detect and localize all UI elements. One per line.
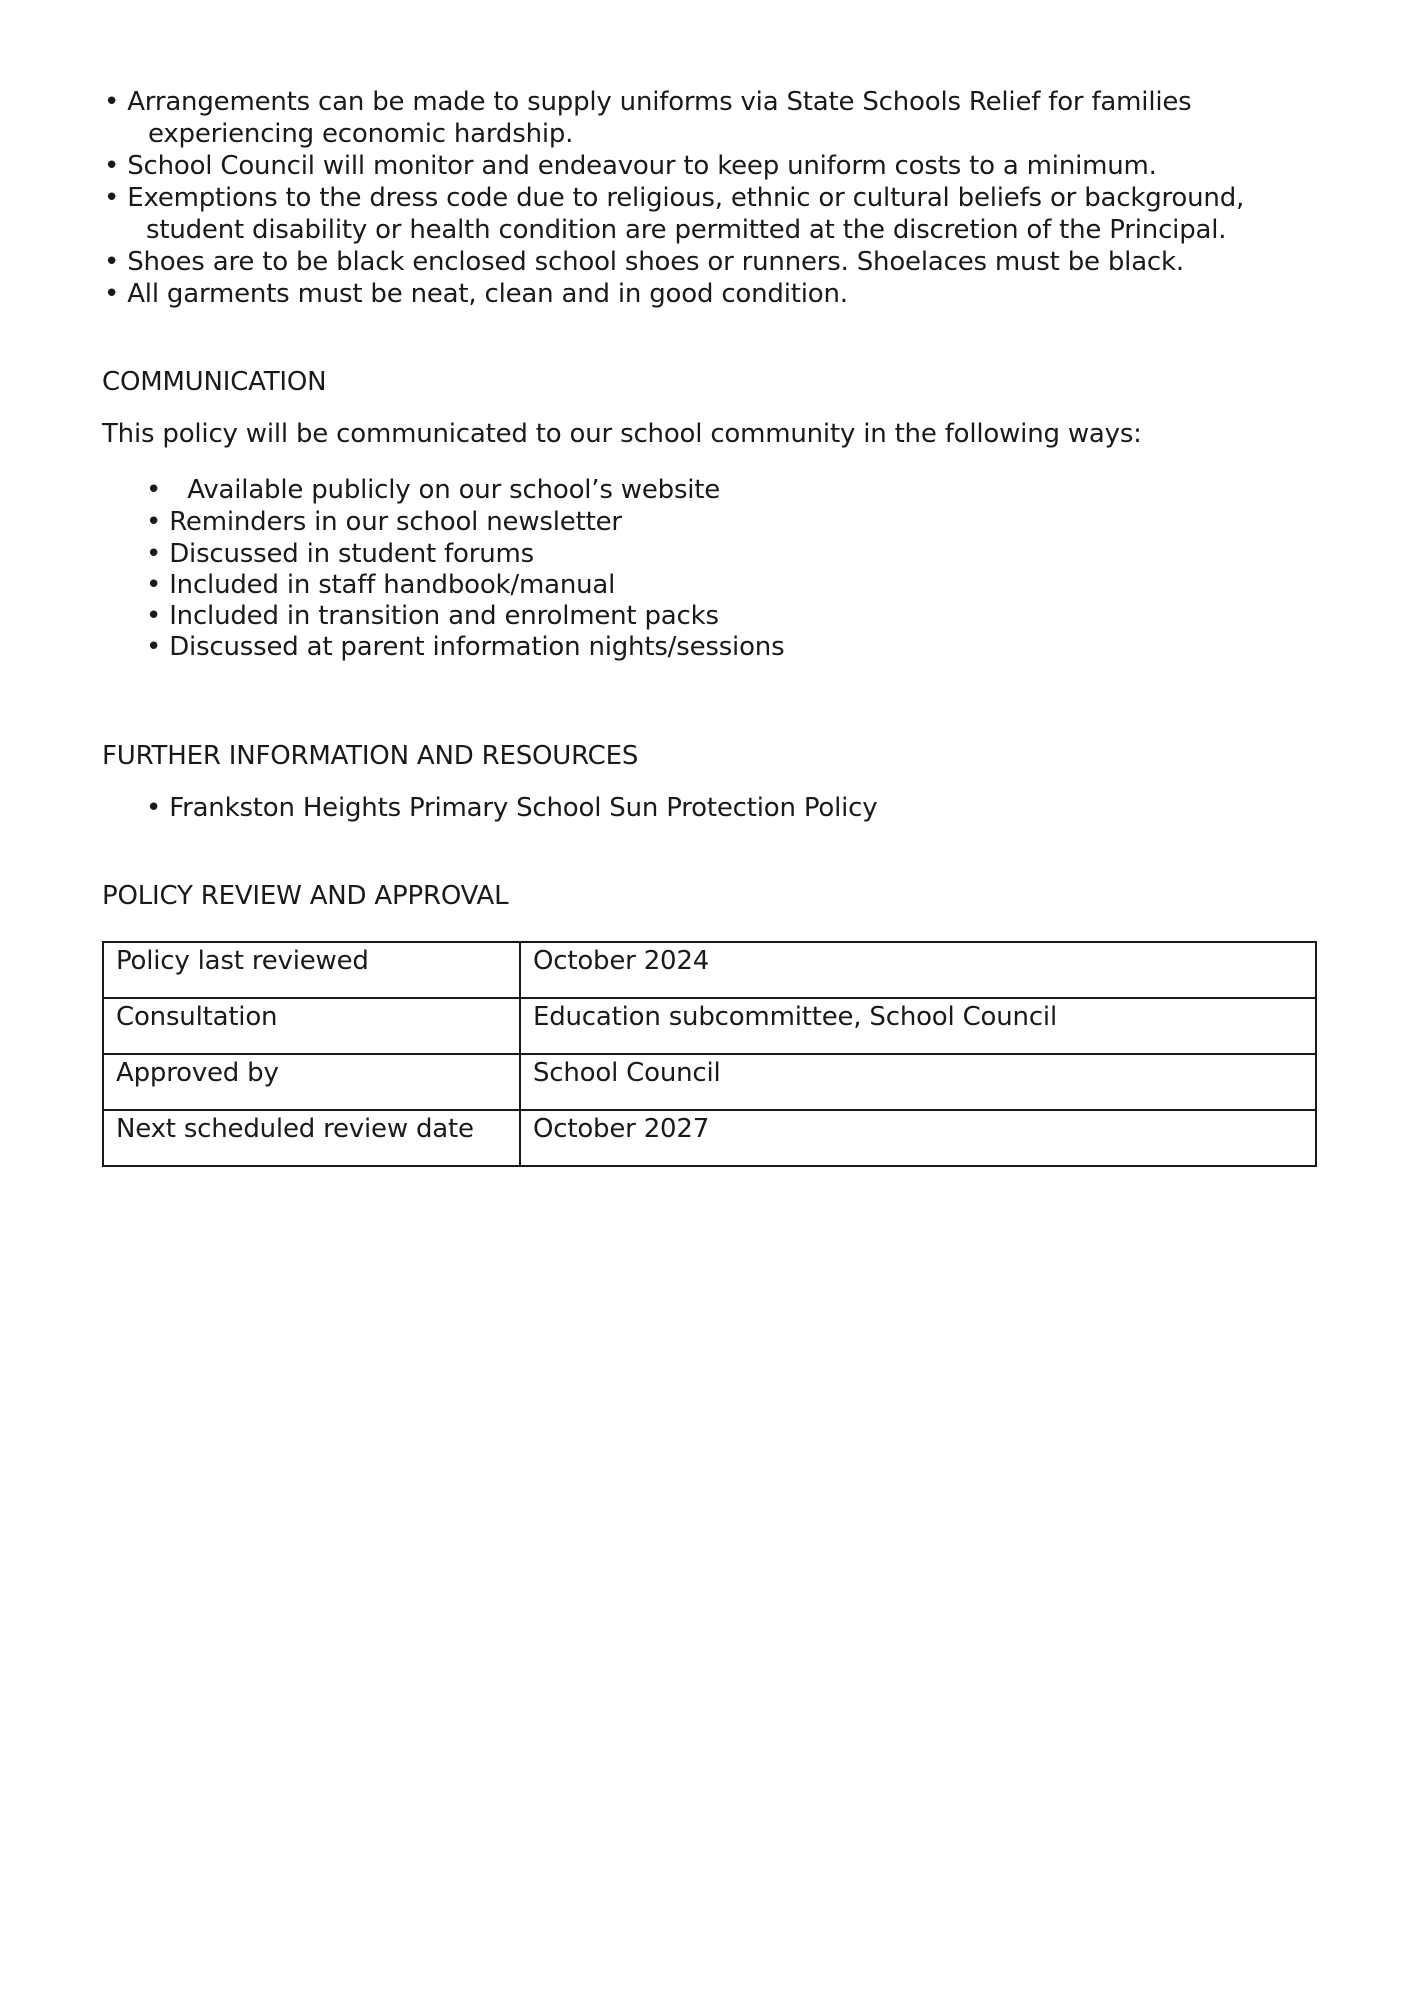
bullet-glyph: • bbox=[104, 151, 120, 181]
list-item-text: Included in transition and enrolment packs bbox=[169, 601, 719, 631]
table-row bbox=[103, 1054, 1316, 1110]
bullet-continuation: student disability or health condition are permitted at the discretion of the Principal. bbox=[146, 215, 1227, 245]
row-value: Education subcommittee, School Council bbox=[520, 998, 1316, 1054]
list-item-text: Reminders in our school newsletter bbox=[169, 507, 622, 537]
uniform-bullet bbox=[104, 246, 1184, 278]
list-item bbox=[146, 569, 615, 601]
list-item-text: Frankston Heights Primary School Sun Protection Policy bbox=[169, 793, 878, 823]
policy-review-table bbox=[102, 941, 1317, 1167]
row-value: School Council bbox=[520, 1054, 1316, 1110]
list-item-text: Discussed at parent information nights/sessions bbox=[169, 632, 785, 662]
bullet-glyph: • bbox=[146, 507, 162, 537]
bullet-glyph: • bbox=[104, 183, 120, 213]
uniform-bullet bbox=[104, 182, 1244, 214]
list-item bbox=[146, 506, 622, 538]
row-value: October 2024 bbox=[520, 942, 1316, 998]
table-row bbox=[103, 942, 1316, 998]
bullet-text: Exemptions to the dress code due to religious, ethnic or cultural beliefs or background, bbox=[127, 183, 1245, 213]
bullet-continuation: experiencing economic hardship. bbox=[148, 119, 574, 149]
list-item bbox=[146, 600, 719, 632]
row-label: Next scheduled review date bbox=[103, 1110, 520, 1166]
row-value: October 2027 bbox=[520, 1110, 1316, 1166]
list-item bbox=[146, 631, 784, 663]
row-label: Policy last reviewed bbox=[103, 942, 520, 998]
list-item-text: Available publicly on our school’s website bbox=[187, 475, 721, 505]
row-label: Consultation bbox=[103, 998, 520, 1054]
list-item bbox=[146, 538, 534, 570]
further-info-heading: FURTHER INFORMATION AND RESOURCES bbox=[102, 741, 639, 771]
bullet-glyph: • bbox=[104, 87, 120, 117]
bullet-glyph: • bbox=[146, 570, 162, 600]
list-item-text: Discussed in student forums bbox=[169, 539, 534, 569]
uniform-bullet bbox=[104, 278, 848, 310]
table-row bbox=[103, 998, 1316, 1054]
bullet-text: Shoes are to be black enclosed school shoes or runners. Shoelaces must be black. bbox=[127, 247, 1184, 277]
list-item bbox=[146, 792, 877, 824]
bullet-glyph: • bbox=[146, 601, 162, 631]
bullet-glyph: • bbox=[146, 475, 162, 505]
policy-review-heading: POLICY REVIEW AND APPROVAL bbox=[102, 881, 509, 911]
bullet-glyph: • bbox=[146, 539, 162, 569]
list-item bbox=[146, 474, 720, 506]
bullet-text: All garments must be neat, clean and in good condition. bbox=[127, 279, 848, 309]
uniform-bullet bbox=[104, 150, 1157, 182]
bullet-glyph: • bbox=[146, 793, 162, 823]
bullet-glyph: • bbox=[104, 247, 120, 277]
bullet-text: Arrangements can be made to supply uniforms via State Schools Relief for families bbox=[127, 87, 1192, 117]
row-label: Approved by bbox=[103, 1054, 520, 1110]
bullet-text: School Council will monitor and endeavour to keep uniform costs to a minimum. bbox=[127, 151, 1157, 181]
bullet-glyph: • bbox=[146, 632, 162, 662]
table-row bbox=[103, 1110, 1316, 1166]
list-item-text: Included in staff handbook/manual bbox=[169, 570, 616, 600]
uniform-bullet bbox=[104, 86, 1192, 118]
bullet-glyph: • bbox=[104, 279, 120, 309]
communication-heading: COMMUNICATION bbox=[102, 367, 327, 397]
communication-intro: This policy will be communicated to our school community in the following ways: bbox=[102, 419, 1142, 449]
